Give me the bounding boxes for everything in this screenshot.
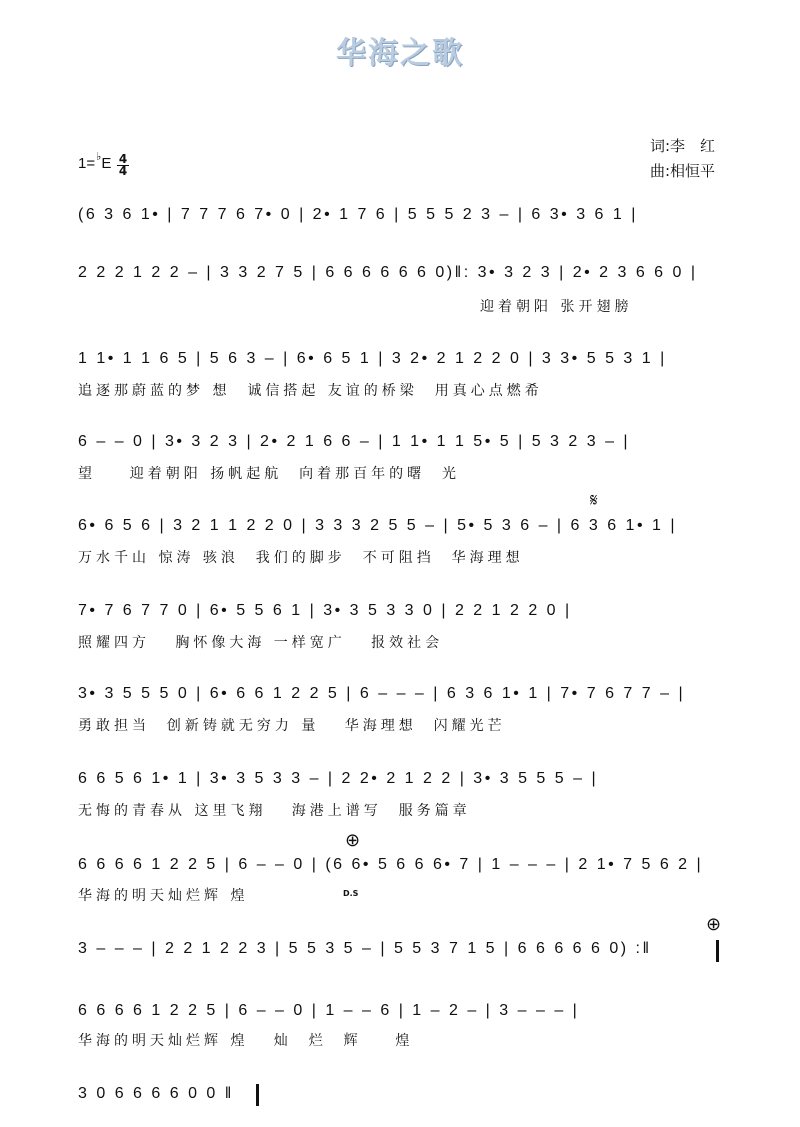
time-signature-unit: 4 — [118, 164, 128, 178]
lyric-line-3: 望 迎着朝阳 扬帆起航 向着那百年的曙 光 — [78, 466, 461, 482]
lyric-line-4: 万水千山 惊涛 骇浪 我们的脚步 不可阻挡 华海理想 — [78, 550, 524, 566]
score-line-3: 1 1• 1 1 6 5 | 5 6 3 – | 6• 6 5 1 | 3 2• 2 1 2 2 0 | 3 3• 5 5 3 1 | — [78, 350, 667, 367]
score-line-7: 3• 3 5 5 5 0 | 6• 6 6 1 2 2 5 | 6 – – – | 6 3 6 1• 1 | 7• 7 6 7 7 – | — [78, 685, 686, 702]
song-title: 华海之歌 — [336, 36, 464, 71]
lyricist-credit: 词:李 红 — [650, 137, 716, 155]
score-line-5: 6• 6 5 6 | 3 2 1 1 2 2 0 | 3 3 3 2 5 5 – | 5• 5 3 6 – | 6 3 6 1• 1 | — [78, 517, 677, 534]
coda-sign: ⊕ — [345, 830, 361, 851]
lyric-line-9: 华海的明天灿烂辉 煌 灿 烂 辉 煌 — [78, 1033, 414, 1049]
score-line-8: 6 6 5 6 1• 1 | 3• 3 5 3 3 – | 2 2• 2 1 2 2 | 3• 3 5 5 5 – | — [78, 770, 599, 787]
coda-sign-2: ⊕ — [706, 914, 722, 935]
lyric-line-8: 华海的明天灿烂辉 煌 — [78, 888, 249, 904]
score-line-2: 2 2 2 1 2 2 – | 3 3 2 7 5 | 6 6 6 6 6 6 0)‖: 3• 3 2 3 | 2• 2 3 6 6 0 | — [78, 264, 698, 281]
composer-credit: 曲:相恒平 — [650, 162, 716, 180]
lyric-line-1: 迎着朝阳 张开翅膀 — [480, 299, 633, 315]
repeat-end-bar — [716, 940, 719, 962]
time-signature — [117, 154, 129, 177]
score-line-10: 3 – – – | 2 2 1 2 2 3 | 5 5 3 5 – | 5 5 3 7 1 5 | 6 6 6 6 6 0) :‖ — [78, 940, 652, 957]
time-signature-beats: 4 — [118, 152, 128, 166]
lyric-line-2: 追逐那蔚蓝的梦 想 诚信搭起 友谊的桥梁 用真心点燃希 — [78, 383, 543, 399]
key-signature — [78, 151, 112, 172]
score-line-4: 6 – – 0 | 3• 3 2 3 | 2• 2 1 6 6 – | 1 1• 1 1 5• 5 | 5 3 2 3 – | — [78, 433, 631, 450]
score-line-12: 3 0 6 6 6 6 0 0 ‖ — [78, 1085, 234, 1102]
key-prefix: 1= — [78, 155, 96, 172]
lyric-line-5: 照耀四方 胸怀像大海 一样宽广 报效社会 — [78, 635, 444, 651]
score-line-11: 6 6 6 6 1 2 2 5 | 6 – – 0 | 1 – – 6 | 1 – 2 – | 3 – – – | — [78, 1002, 580, 1019]
score-line-9: 6 6 6 6 1 2 2 5 | 6 – – 0 | (6 6• 5 6 6 6• 7 | 1 – – – | 2 1• 7 5 6 2 | — [78, 856, 704, 873]
score-line-6: 7• 7 6 7 7 0 | 6• 5 5 6 1 | 3• 3 5 3 3 0 | 2 2 1 2 2 0 | — [78, 602, 572, 619]
flat-sign: ♭ — [96, 151, 102, 163]
score-line-1: (6 3 6 1• | 7 7 7 6 7• 0 | 2• 1 7 6 | 5 5 5 2 3 – | 6 3• 3 6 1 | — [78, 206, 638, 223]
lyric-line-6: 勇敢担当 创新铸就无穷力 量 华海理想 闪耀光芒 — [78, 718, 506, 734]
key-note: E — [101, 155, 112, 172]
segno-sign: 𝄋 — [590, 490, 598, 511]
lyric-line-7: 无悔的青春从 这里飞翔 海港上谱写 服务篇章 — [78, 803, 471, 819]
ds-mark: D.S — [343, 889, 359, 898]
final-bar — [256, 1084, 259, 1106]
